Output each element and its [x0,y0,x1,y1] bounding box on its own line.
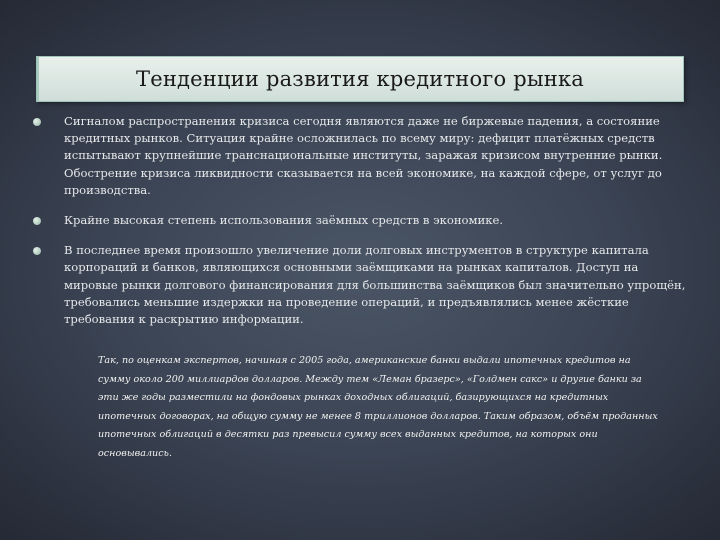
slide-title: Тенденции развития кредитного рынка [135,67,585,91]
bullet-marker-icon [33,217,41,225]
bullet-item [30,242,690,328]
bullet-item [30,212,690,229]
example-note: Так, по оценкам экспертов, начиная с 2005 года, американские банки выдали ипотечных кредитов на сумму около 200 миллиардов долларов. Между тем «Леман бразерс», «Голдмен сакс» и другие банки за эти же годы разместили на фондовых рынках доходных облигаций, базирующихся на кредитных ипотечных договорах, на общую сумму не менее 8 триллионов долларов. Таким образом, объём проданных ипотечных облигаций в десятки раз превысил сумму всех выданных кредитов, на которых они основывались. [98,355,658,459]
title-box [36,56,684,102]
bullet-marker-icon [33,247,41,255]
bullet-marker-icon [33,118,41,126]
title-accent-bar [37,57,39,101]
bullet-list [30,113,690,328]
bullet-text: Сигналом распространения кризиса сегодня являются даже не биржевые падения, а состояние кредитных рынков. Ситуация крайне осложнилась по всему миру: дефицит платёжных средств испытывают крупнейшие транснациональные институты, заражая кризисом внутренние рынки. Обострение кризиса ликвидности сказывается на всей экономике, на каждой сфере, от услуг до производства. [64,114,663,197]
bullet-text: В последнее время произошло увеличение доли долговых инструментов в структуре капитала корпораций и банков, являющихся основными заёмщиками на рынках капиталов. Доступ на мировые рынки долгового финансирования для большинства заёмщиков был значительно упрощён, требовались меньшие издержки на проведение операций, и предъявлялись менее жёсткие требования к раскрытию информации. [64,243,686,327]
bullet-item [30,113,690,199]
bullet-text: Крайне высокая степень использования заёмных средств в экономике. [64,213,504,228]
